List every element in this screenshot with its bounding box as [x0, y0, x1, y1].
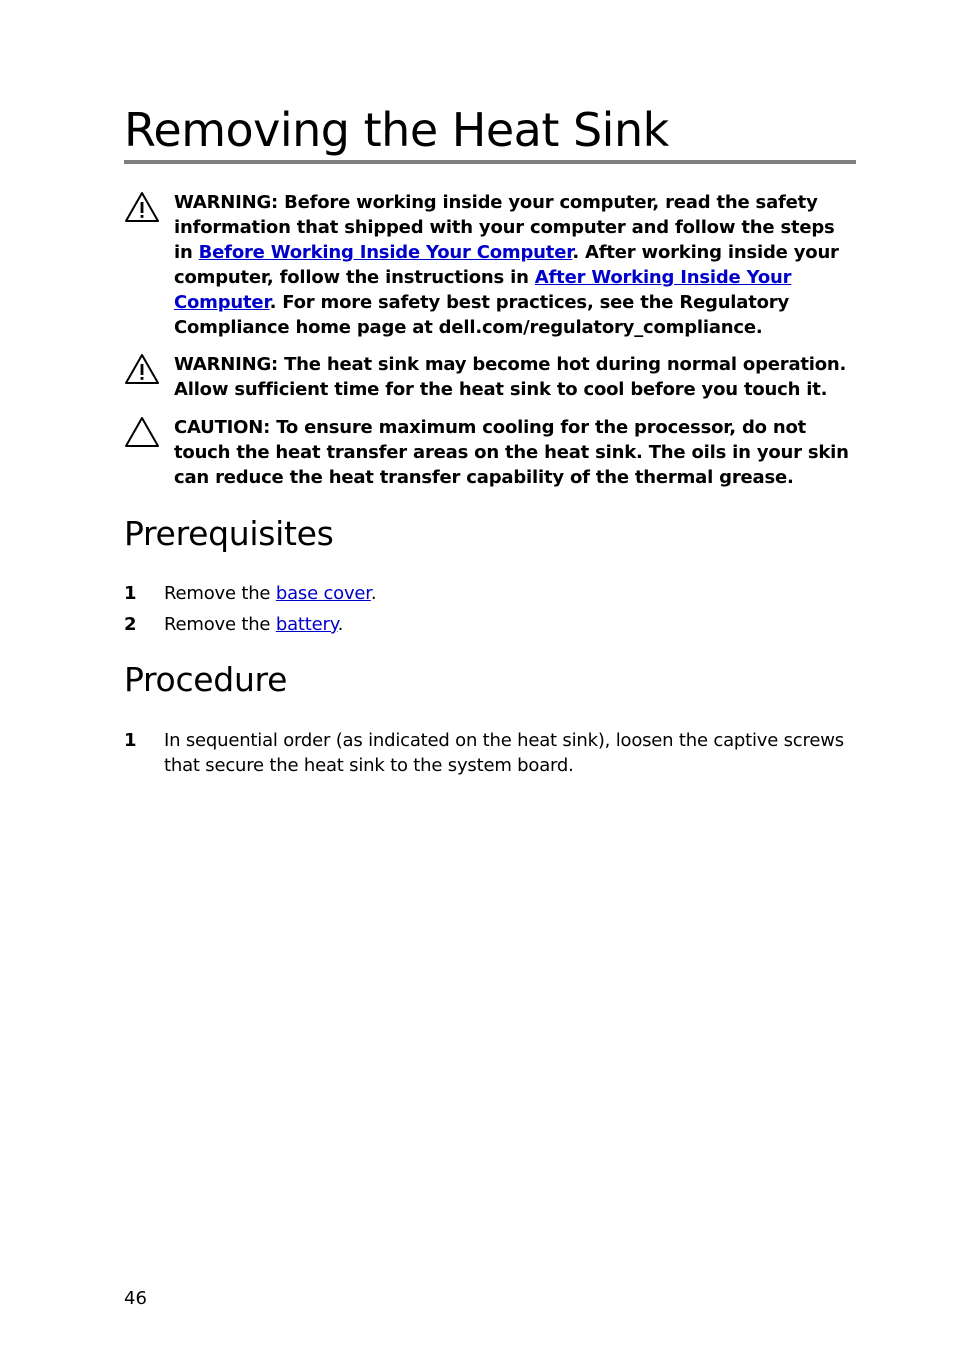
step-text: Remove the base cover. — [164, 583, 377, 604]
page-number: 46 — [124, 1288, 147, 1309]
procedure-heading: Procedure — [124, 660, 288, 699]
warning-text-safety: WARNING: Before working inside your computer, read the safety information that shipped with your computer and follow the steps in Before Working Inside Your Computer. After working inside your computer, follow the instructions in After Working Inside Your Computer. For more safety best practices, see the Regulatory Compliance home page at dell.com/regulatory_compliance. — [174, 192, 839, 338]
link-after-working[interactable]: After Working Inside Your Computer — [174, 267, 792, 313]
page-title: Removing the Heat Sink — [124, 103, 669, 157]
title-rule — [124, 160, 856, 164]
link-base-cover[interactable]: base cover — [275, 583, 371, 604]
list-item — [124, 728, 856, 778]
step-text: Remove the battery. — [164, 614, 344, 635]
warning-notice-safety — [124, 190, 856, 340]
step-number: 2 — [124, 614, 137, 635]
step-number: 1 — [124, 730, 137, 751]
list-item — [124, 581, 856, 606]
warning-icon — [124, 352, 160, 386]
link-battery[interactable]: battery — [275, 614, 338, 635]
list-item — [124, 612, 856, 637]
step-number: 1 — [124, 583, 137, 604]
caution-text-cooling: CAUTION: To ensure maximum cooling for the processor, do not touch the heat transfer areas on the heat sink. The oils in your skin can reduce the heat transfer capability of the thermal grease. — [174, 417, 849, 488]
link-before-working[interactable]: Before Working Inside Your Computer — [198, 242, 573, 263]
warning-text-hot: WARNING: The heat sink may become hot during normal operation. Allow sufficient time for the heat sink to cool before you touch it. — [174, 354, 847, 400]
warning-icon — [124, 190, 160, 224]
prerequisites-heading: Prerequisites — [124, 514, 334, 553]
step-text: In sequential order (as indicated on the heat sink), loosen the captive screws that secure the heat sink to the system board. — [164, 730, 844, 776]
warning-notice-hot — [124, 352, 856, 402]
caution-notice-cooling — [124, 415, 856, 490]
caution-icon — [124, 415, 160, 449]
